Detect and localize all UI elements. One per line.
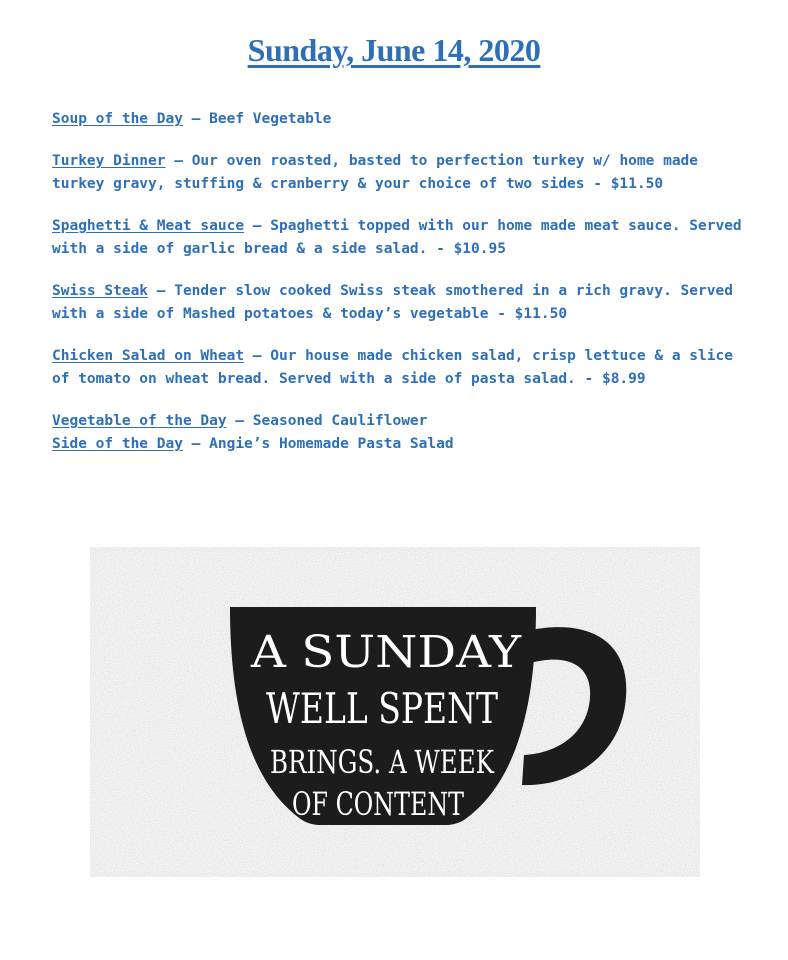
menu-item-name: Soup of the Day xyxy=(52,111,183,127)
menu-item-name: Swiss Steak xyxy=(52,283,149,299)
menu-item-side xyxy=(52,433,752,456)
menu-item-name: Turkey Dinner xyxy=(52,153,166,169)
daily-menu xyxy=(52,108,752,456)
cup-line-1: A SUNDAY xyxy=(249,627,523,678)
menu-item-chicken-salad xyxy=(52,345,752,391)
coffee-cup-illustration xyxy=(90,547,700,877)
page-title: Sunday, June 14, 2020 xyxy=(247,32,541,68)
menu-item-swiss-steak xyxy=(52,280,752,326)
cup-line-4: OF CONTENT xyxy=(292,785,465,823)
menu-item-description: – Spaghetti topped with our home made meat sauce. Served with a side of garlic bread & a side salad. - $10.95 xyxy=(52,218,742,257)
menu-item-spaghetti xyxy=(52,215,752,261)
menu-item-description: – Angie’s Homemade Pasta Salad xyxy=(182,436,454,452)
menu-item-name: Chicken Salad on Wheat xyxy=(52,348,245,364)
menu-item-soup xyxy=(52,108,752,131)
menu-item-name: Spaghetti & Meat sauce xyxy=(52,218,245,234)
menu-item-description: – Beef Vegetable xyxy=(182,111,332,127)
menu-item-description: – Seasoned Cauliflower xyxy=(226,413,428,429)
menu-item-vegetable xyxy=(52,410,752,433)
menu-item-name: Side of the Day xyxy=(52,436,183,452)
cup-line-3: BRINGS. A WEEK xyxy=(270,743,495,781)
coffee-cup-banner xyxy=(90,547,700,877)
menu-item-name: Vegetable of the Day xyxy=(52,413,227,429)
menu-item-description: – Our house made chicken salad, crisp lettuce & a slice of tomato on wheat bread. Served with a side of pasta salad. - $8.99 xyxy=(52,348,733,387)
menu-item-turkey-dinner xyxy=(52,150,752,196)
menu-item-description: – Tender slow cooked Swiss steak smothered in a rich gravy. Served with a side of Mashed potatoes & today’s vegetable - $11.50 xyxy=(52,283,733,322)
cup-line-2: WELL SPENT xyxy=(266,684,498,733)
menu-item-description: – Our oven roasted, basted to perfection turkey w/ home made turkey gravy, stuffing & cranberry & your choice of two sides - $11.50 xyxy=(52,153,699,192)
